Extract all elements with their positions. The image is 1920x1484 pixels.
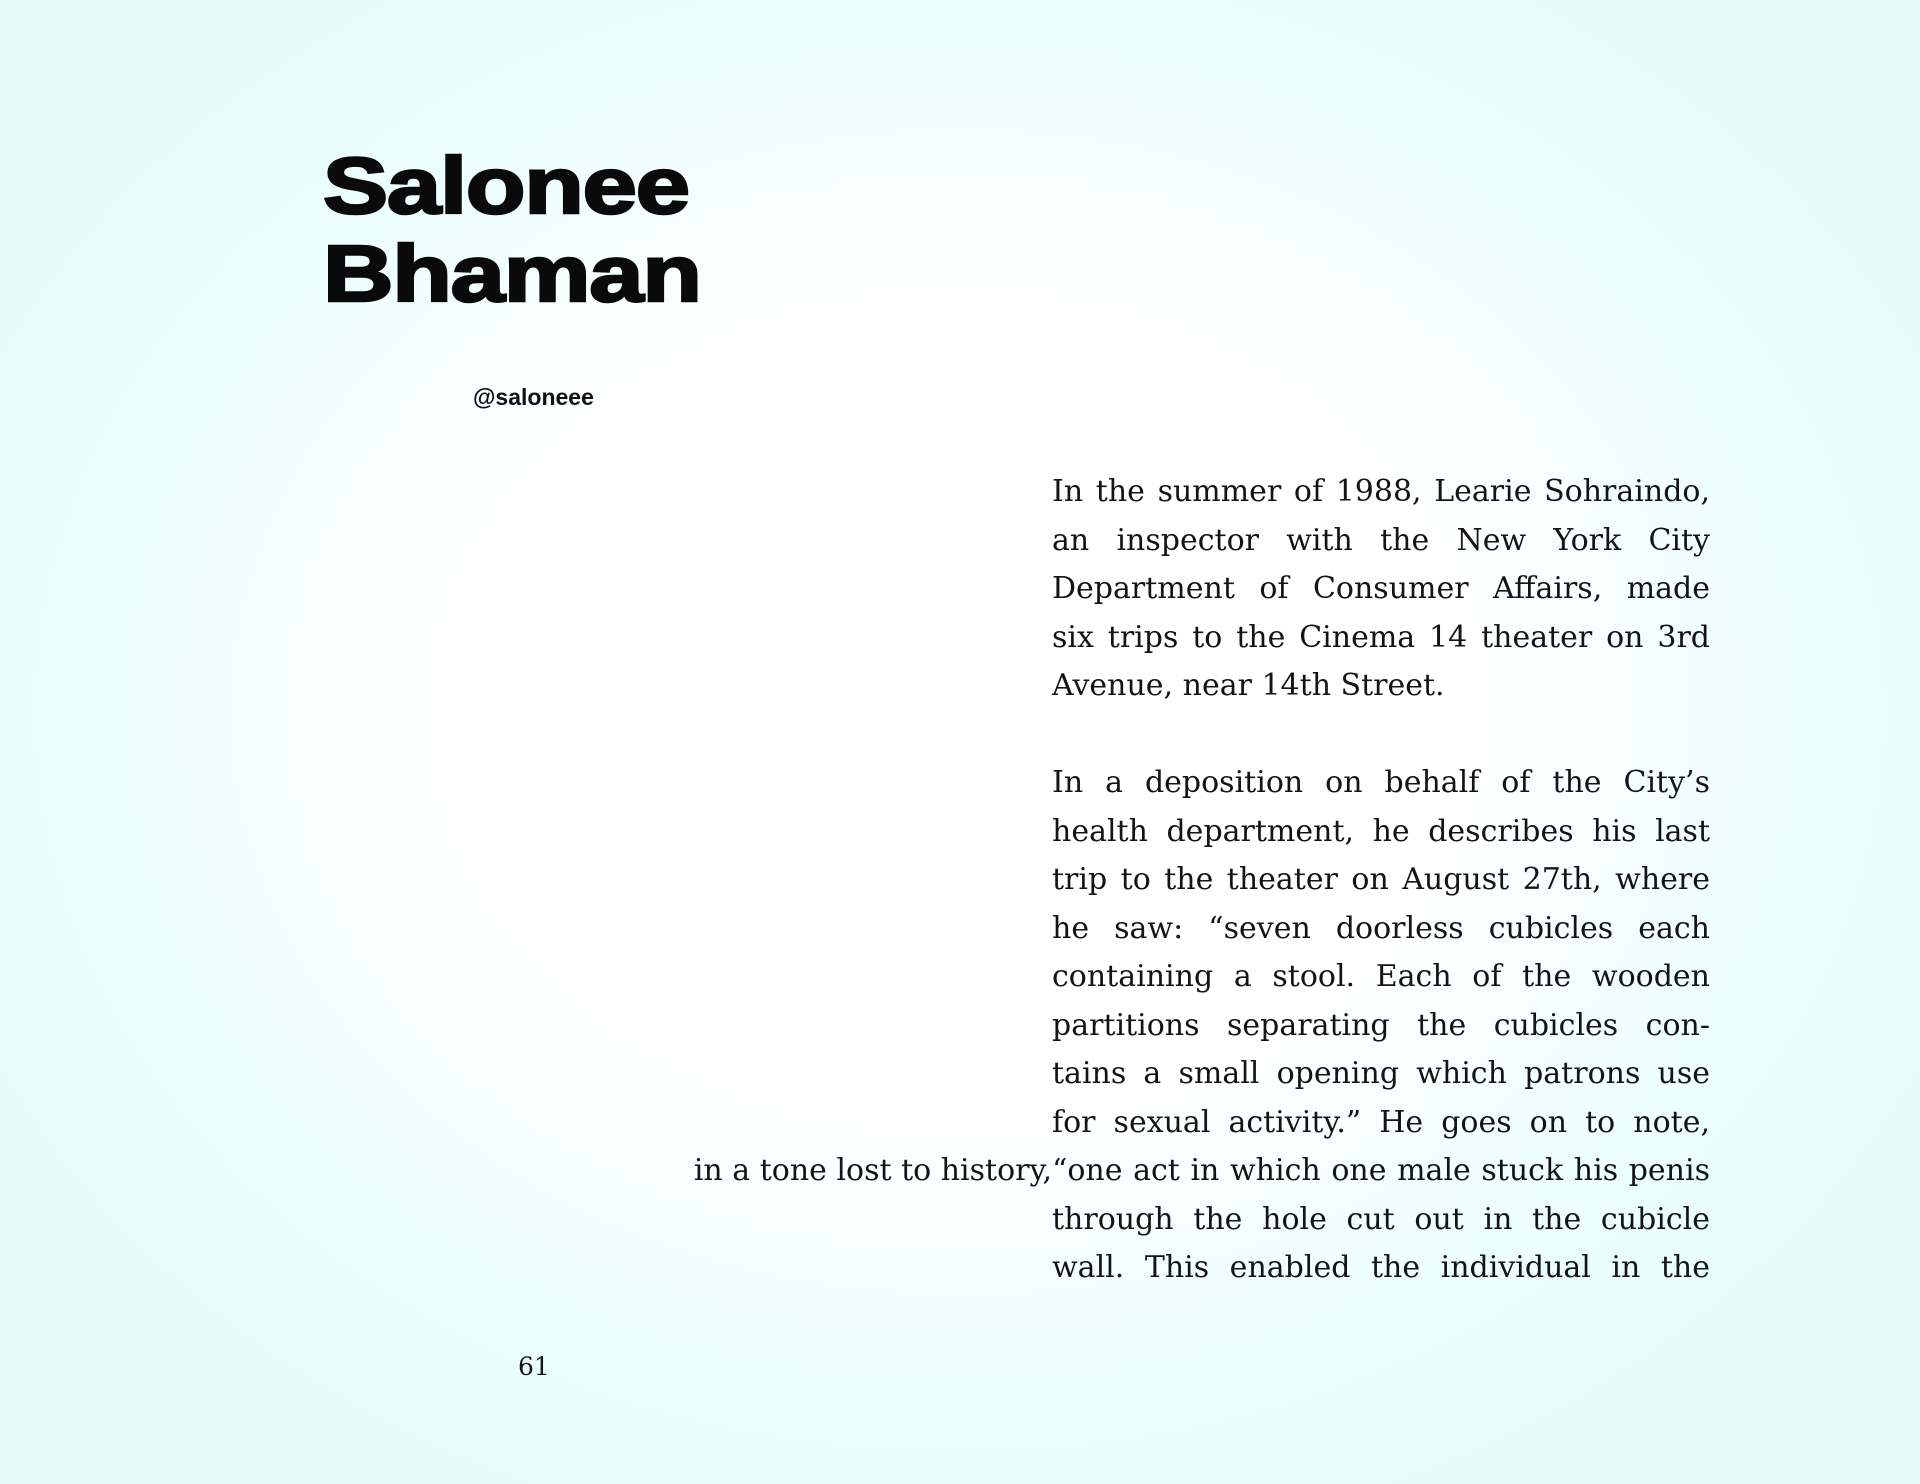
pullout-left-text: in a tone lost to history,: [693, 1153, 1052, 1188]
text-line: trip to the theater on August 27th, where: [1052, 862, 1710, 897]
author-name: [323, 142, 701, 318]
text-line: containing a stool. Each of the wooden: [1052, 959, 1710, 994]
text-line: through the hole cut out in the cubicle: [1052, 1201, 1710, 1237]
text-line: health department, he describes his last: [1052, 813, 1710, 849]
text-line: he saw: “seven doorless cubicles each: [1052, 910, 1710, 946]
author-first-name: Salonee: [323, 141, 689, 230]
paragraph-2: [693, 759, 1710, 1293]
page-number: 61: [518, 1352, 550, 1381]
text-line: an inspector with the New York City: [1052, 522, 1710, 558]
author-handle: @saloneee: [473, 384, 594, 410]
text-line: for sexual activity.” He goes on to note,: [1052, 1104, 1710, 1140]
paragraph-1: [1052, 468, 1710, 711]
article-body: [693, 468, 1710, 1293]
text-line: wall. This enabled the individual in the: [1052, 1250, 1710, 1285]
text-line: tains a small opening which patrons use: [1052, 1056, 1710, 1091]
text-line: six trips to the Cinema 14 theater on 3rd: [1052, 619, 1710, 655]
text-line: In the summer of 1988, Learie Sohraindo,: [1052, 474, 1710, 509]
text-line: partitions separating the cubicles con-: [1052, 1007, 1710, 1043]
text-line: Department of Consumer Affairs, made: [1052, 571, 1710, 606]
text-line: In a deposition on behalf of the City’s: [1052, 765, 1710, 800]
pullout-right-text: “one act in which one male stuck his penis: [1052, 1153, 1710, 1188]
text-line: Avenue, near 14th Street.: [1052, 668, 1445, 703]
pullout-line: [693, 1147, 1710, 1196]
author-last-name: Bhaman: [323, 229, 701, 318]
